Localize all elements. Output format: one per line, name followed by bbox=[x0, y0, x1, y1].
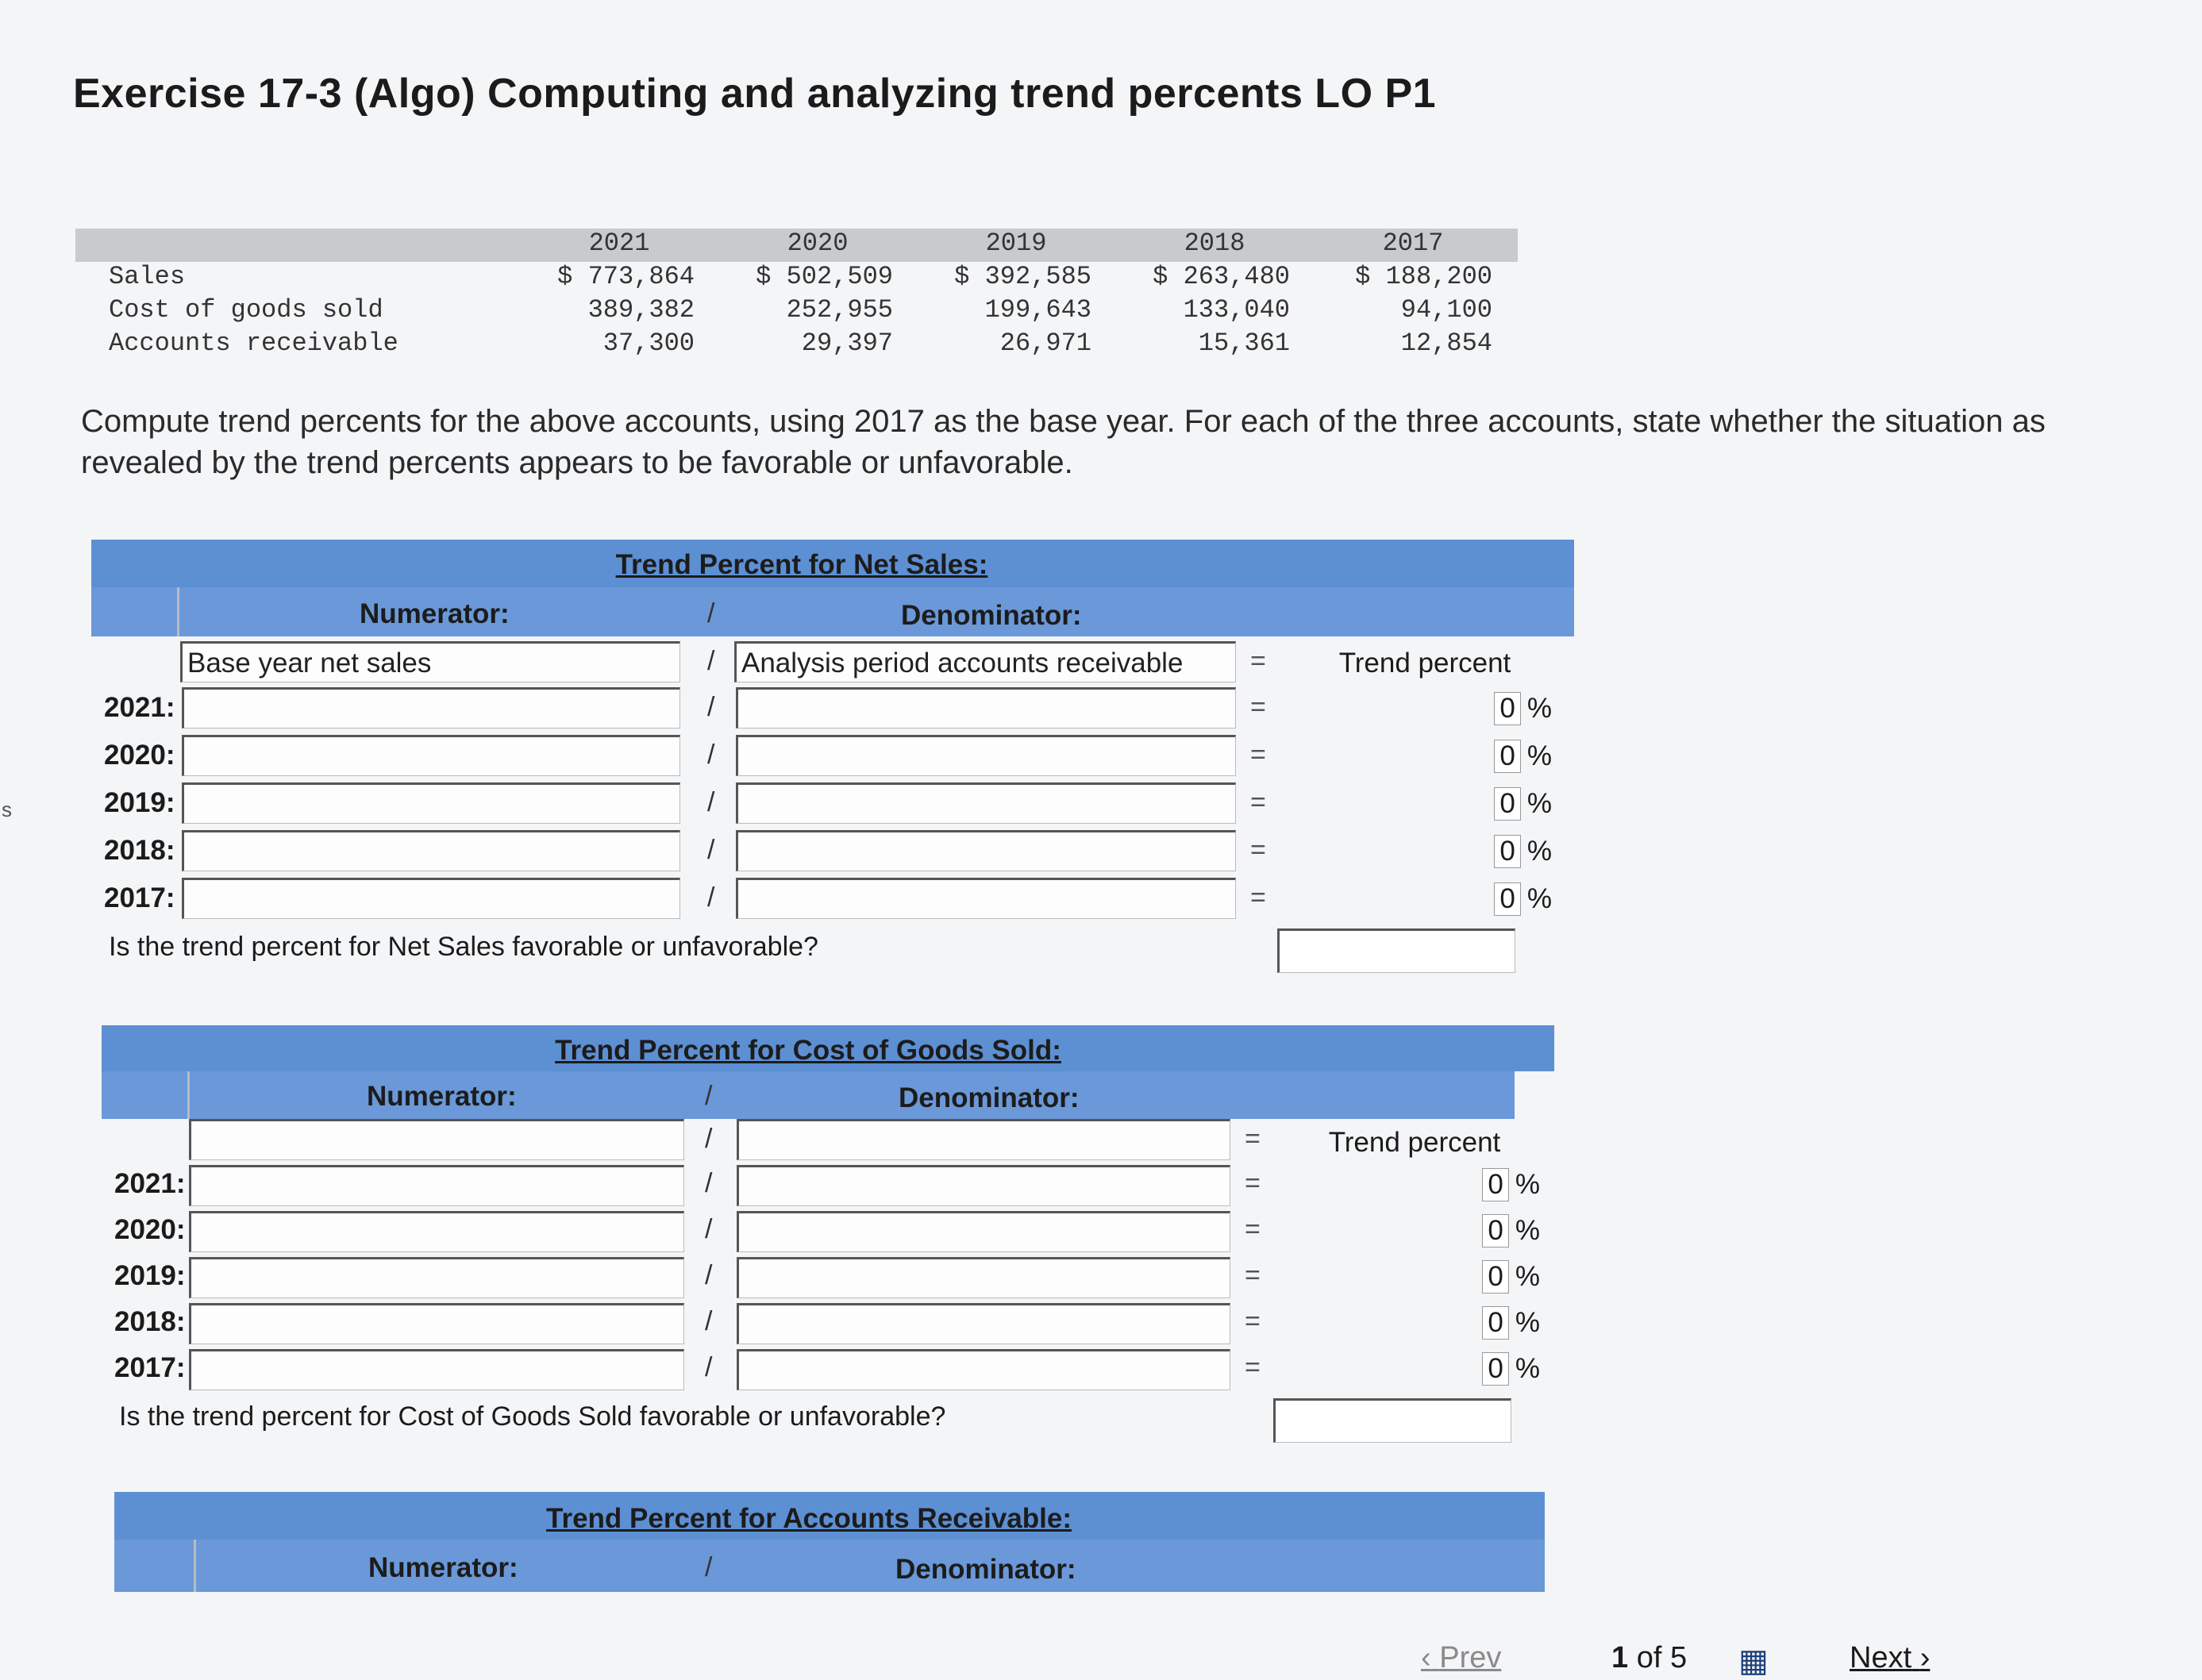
numerator-input[interactable] bbox=[189, 1119, 684, 1160]
year-label: 2021: bbox=[104, 692, 175, 723]
page-current: 1 bbox=[1611, 1641, 1629, 1674]
percent-sign: % bbox=[1515, 1261, 1540, 1292]
percent-sign: % bbox=[1526, 740, 1552, 771]
numerator-input[interactable] bbox=[189, 1165, 684, 1206]
table-cell: 26,971 bbox=[999, 329, 1091, 358]
percent-sign: % bbox=[1515, 1215, 1540, 1246]
year-label: 2017: bbox=[114, 1352, 186, 1383]
chevron-left-icon: ‹ bbox=[1421, 1641, 1431, 1674]
edge-fragment-text: s bbox=[2, 798, 12, 821]
pagination-bar bbox=[0, 1633, 2202, 1680]
table-cell: 199,643 bbox=[984, 295, 1091, 325]
year-label: 2020: bbox=[114, 1214, 186, 1245]
row-label: Sales bbox=[109, 262, 186, 291]
data-table-row-cogs bbox=[75, 295, 1518, 329]
year-header: 2020 bbox=[787, 229, 849, 258]
year-header: 2018 bbox=[1184, 229, 1245, 258]
section-title: Trend Percent for Accounts Receivable: bbox=[546, 1503, 1072, 1534]
numerator-input[interactable] bbox=[189, 1257, 684, 1298]
next-button[interactable] bbox=[1850, 1641, 1930, 1675]
row-label: Accounts receivable bbox=[109, 329, 398, 358]
source-data-table bbox=[75, 229, 1518, 370]
equals-symbol: = bbox=[1250, 882, 1266, 913]
denominator-input[interactable] bbox=[736, 830, 1236, 871]
numerator-input[interactable] bbox=[189, 1349, 684, 1390]
section-title: Trend Percent for Cost of Goods Sold: bbox=[555, 1035, 1061, 1066]
cogs-worksheet bbox=[102, 1025, 1554, 1454]
percent-sign: % bbox=[1526, 836, 1552, 867]
percent-value: 0 bbox=[1494, 740, 1520, 773]
trend-percent-label: Trend percent bbox=[1328, 1127, 1501, 1158]
equals-symbol: = bbox=[1245, 1352, 1261, 1382]
year-label: 2019: bbox=[104, 787, 175, 818]
percent-value: 0 bbox=[1494, 882, 1520, 916]
year-label: 2018: bbox=[104, 835, 175, 866]
percent-sign: % bbox=[1526, 693, 1552, 724]
divide-symbol: / bbox=[707, 740, 715, 770]
denominator-input[interactable] bbox=[736, 878, 1236, 919]
trend-percent-output bbox=[1429, 1214, 1540, 1248]
divide-symbol: / bbox=[705, 1168, 713, 1198]
percent-sign: % bbox=[1515, 1307, 1540, 1338]
divide-symbol: / bbox=[705, 1260, 713, 1290]
denominator-input[interactable] bbox=[737, 1119, 1230, 1160]
divide-symbol: / bbox=[707, 835, 715, 865]
net-sales-worksheet bbox=[91, 540, 1574, 984]
page-indicator bbox=[1611, 1641, 1687, 1675]
numerator-input[interactable] bbox=[182, 735, 680, 776]
table-cell: $ 392,585 bbox=[954, 262, 1091, 291]
numerator-input[interactable]: Base year net sales bbox=[180, 641, 680, 682]
data-table-row-ar bbox=[75, 329, 1518, 362]
numerator-input[interactable] bbox=[189, 1211, 684, 1252]
section-title: Trend Percent for Net Sales: bbox=[615, 549, 988, 580]
table-cell: 133,040 bbox=[1183, 295, 1290, 325]
equals-symbol: = bbox=[1250, 787, 1266, 817]
table-cell: $ 188,200 bbox=[1355, 262, 1492, 291]
year-label: 2020: bbox=[104, 740, 175, 771]
equals-symbol: = bbox=[1250, 835, 1266, 865]
numerator-input[interactable] bbox=[182, 782, 680, 824]
denominator-header: Denominator: bbox=[895, 1554, 1076, 1585]
prev-button[interactable] bbox=[1421, 1641, 1501, 1675]
divider bbox=[177, 587, 179, 636]
trend-percent-output bbox=[1441, 787, 1552, 821]
year-label: 2019: bbox=[114, 1260, 186, 1291]
grid-icon[interactable]: ▦ bbox=[1738, 1643, 1765, 1678]
denominator-header: Denominator: bbox=[899, 1082, 1080, 1113]
divide-symbol: / bbox=[705, 1352, 713, 1382]
divide-symbol: / bbox=[705, 1124, 713, 1154]
row-label: Cost of goods sold bbox=[109, 295, 383, 325]
subheader-band bbox=[114, 1540, 1545, 1592]
divide-symbol: / bbox=[707, 882, 715, 913]
table-cell: 252,955 bbox=[786, 295, 893, 325]
percent-value: 0 bbox=[1494, 692, 1520, 725]
denominator-input[interactable] bbox=[736, 735, 1236, 776]
divider bbox=[187, 1071, 190, 1119]
instructions-text: Compute trend percents for the above accounts, using 2017 as the base year. For each of the three accounts, state whether the situation as revealed by the trend percents appears to be favorable or unfavorable. bbox=[81, 404, 2046, 480]
favorability-answer-select[interactable] bbox=[1273, 1398, 1511, 1443]
subheader-band bbox=[102, 1071, 1515, 1119]
percent-sign: % bbox=[1526, 883, 1552, 914]
year-label: 2021: bbox=[114, 1168, 186, 1199]
denominator-input[interactable] bbox=[737, 1257, 1230, 1298]
table-cell: 389,382 bbox=[587, 295, 695, 325]
divide-symbol: / bbox=[707, 646, 715, 676]
prev-label: Prev bbox=[1439, 1641, 1502, 1674]
year-header: 2017 bbox=[1382, 229, 1444, 258]
percent-value: 0 bbox=[1494, 787, 1520, 821]
year-label: 2017: bbox=[104, 882, 175, 913]
chevron-right-icon: › bbox=[1919, 1641, 1931, 1674]
trend-percent-output bbox=[1441, 692, 1552, 725]
percent-sign: % bbox=[1515, 1169, 1540, 1200]
numerator-input[interactable] bbox=[182, 878, 680, 919]
divide-symbol: / bbox=[705, 1214, 713, 1244]
denominator-input[interactable] bbox=[737, 1303, 1230, 1344]
trend-percent-output bbox=[1429, 1168, 1540, 1201]
percent-value: 0 bbox=[1494, 835, 1520, 868]
percent-value: 0 bbox=[1482, 1352, 1508, 1386]
ar-worksheet bbox=[114, 1492, 1545, 1592]
denominator-input[interactable] bbox=[736, 687, 1236, 729]
divide-symbol: / bbox=[707, 598, 715, 629]
trend-percent-output bbox=[1441, 740, 1552, 773]
page-total: 5 bbox=[1669, 1641, 1688, 1674]
favorability-answer-select[interactable] bbox=[1277, 928, 1515, 973]
denominator-input[interactable] bbox=[737, 1165, 1230, 1206]
equals-symbol: = bbox=[1245, 1306, 1261, 1336]
equals-symbol: = bbox=[1250, 692, 1266, 722]
numerator-input[interactable] bbox=[182, 830, 680, 871]
equals-symbol: = bbox=[1245, 1124, 1261, 1154]
percent-sign: % bbox=[1526, 788, 1552, 819]
denominator-input[interactable] bbox=[737, 1211, 1230, 1252]
favorability-question: Is the trend percent for Net Sales favorable or unfavorable? bbox=[109, 932, 818, 962]
equals-symbol: = bbox=[1245, 1260, 1261, 1290]
denominator-input[interactable]: Analysis period accounts receivable bbox=[734, 641, 1236, 682]
denominator-header: Denominator: bbox=[901, 600, 1082, 631]
table-cell: 15,361 bbox=[1198, 329, 1290, 358]
denominator-input[interactable] bbox=[737, 1349, 1230, 1390]
divide bbox=[194, 1540, 196, 1592]
data-table-row-sales bbox=[75, 262, 1518, 295]
subheader-band bbox=[91, 587, 1574, 636]
favorability-question: Is the trend percent for Cost of Goods Sold favorable or unfavorable? bbox=[119, 1401, 946, 1432]
denominator-input[interactable] bbox=[736, 782, 1236, 824]
table-cell: 94,100 bbox=[1400, 295, 1492, 325]
equals-symbol: = bbox=[1245, 1214, 1261, 1244]
table-cell: 29,397 bbox=[801, 329, 893, 358]
percent-value: 0 bbox=[1482, 1306, 1508, 1340]
numerator-header: Numerator: bbox=[367, 1081, 517, 1112]
next-label: Next bbox=[1850, 1641, 1912, 1674]
numerator-header: Numerator: bbox=[360, 598, 510, 629]
year-header: 2019 bbox=[985, 229, 1047, 258]
numerator-input[interactable] bbox=[182, 687, 680, 729]
numerator-input[interactable] bbox=[189, 1303, 684, 1344]
page-title: Exercise 17-3 (Algo) Computing and analyzing trend percents LO P1 bbox=[73, 71, 1437, 117]
divide-symbol: / bbox=[705, 1306, 713, 1336]
percent-value: 0 bbox=[1482, 1260, 1508, 1294]
data-table-header-row bbox=[75, 229, 1518, 262]
year-label: 2018: bbox=[114, 1306, 186, 1337]
trend-percent-output bbox=[1441, 882, 1552, 916]
divide-symbol: / bbox=[707, 787, 715, 817]
page-of: of bbox=[1636, 1641, 1662, 1674]
numerator-header: Numerator: bbox=[368, 1552, 518, 1583]
trend-percent-output bbox=[1429, 1306, 1540, 1340]
table-cell: $ 502,509 bbox=[756, 262, 893, 291]
percent-sign: % bbox=[1515, 1353, 1540, 1384]
equals-symbol: = bbox=[1250, 646, 1266, 676]
equals-symbol: = bbox=[1245, 1168, 1261, 1198]
divide-symbol: / bbox=[705, 1552, 713, 1582]
table-cell: 37,300 bbox=[602, 329, 695, 358]
trend-percent-label: Trend percent bbox=[1338, 648, 1511, 679]
trend-percent-output bbox=[1429, 1260, 1540, 1294]
trend-percent-output bbox=[1441, 835, 1552, 868]
table-cell: $ 773,864 bbox=[557, 262, 695, 291]
divide-symbol: / bbox=[707, 692, 715, 722]
year-header: 2021 bbox=[588, 229, 650, 258]
trend-percent-output bbox=[1429, 1352, 1540, 1386]
equals-symbol: = bbox=[1250, 740, 1266, 770]
percent-value: 0 bbox=[1482, 1214, 1508, 1248]
divide-symbol: / bbox=[705, 1081, 713, 1111]
percent-value: 0 bbox=[1482, 1168, 1508, 1201]
table-cell: $ 263,480 bbox=[1153, 262, 1290, 291]
table-cell: 12,854 bbox=[1400, 329, 1492, 358]
